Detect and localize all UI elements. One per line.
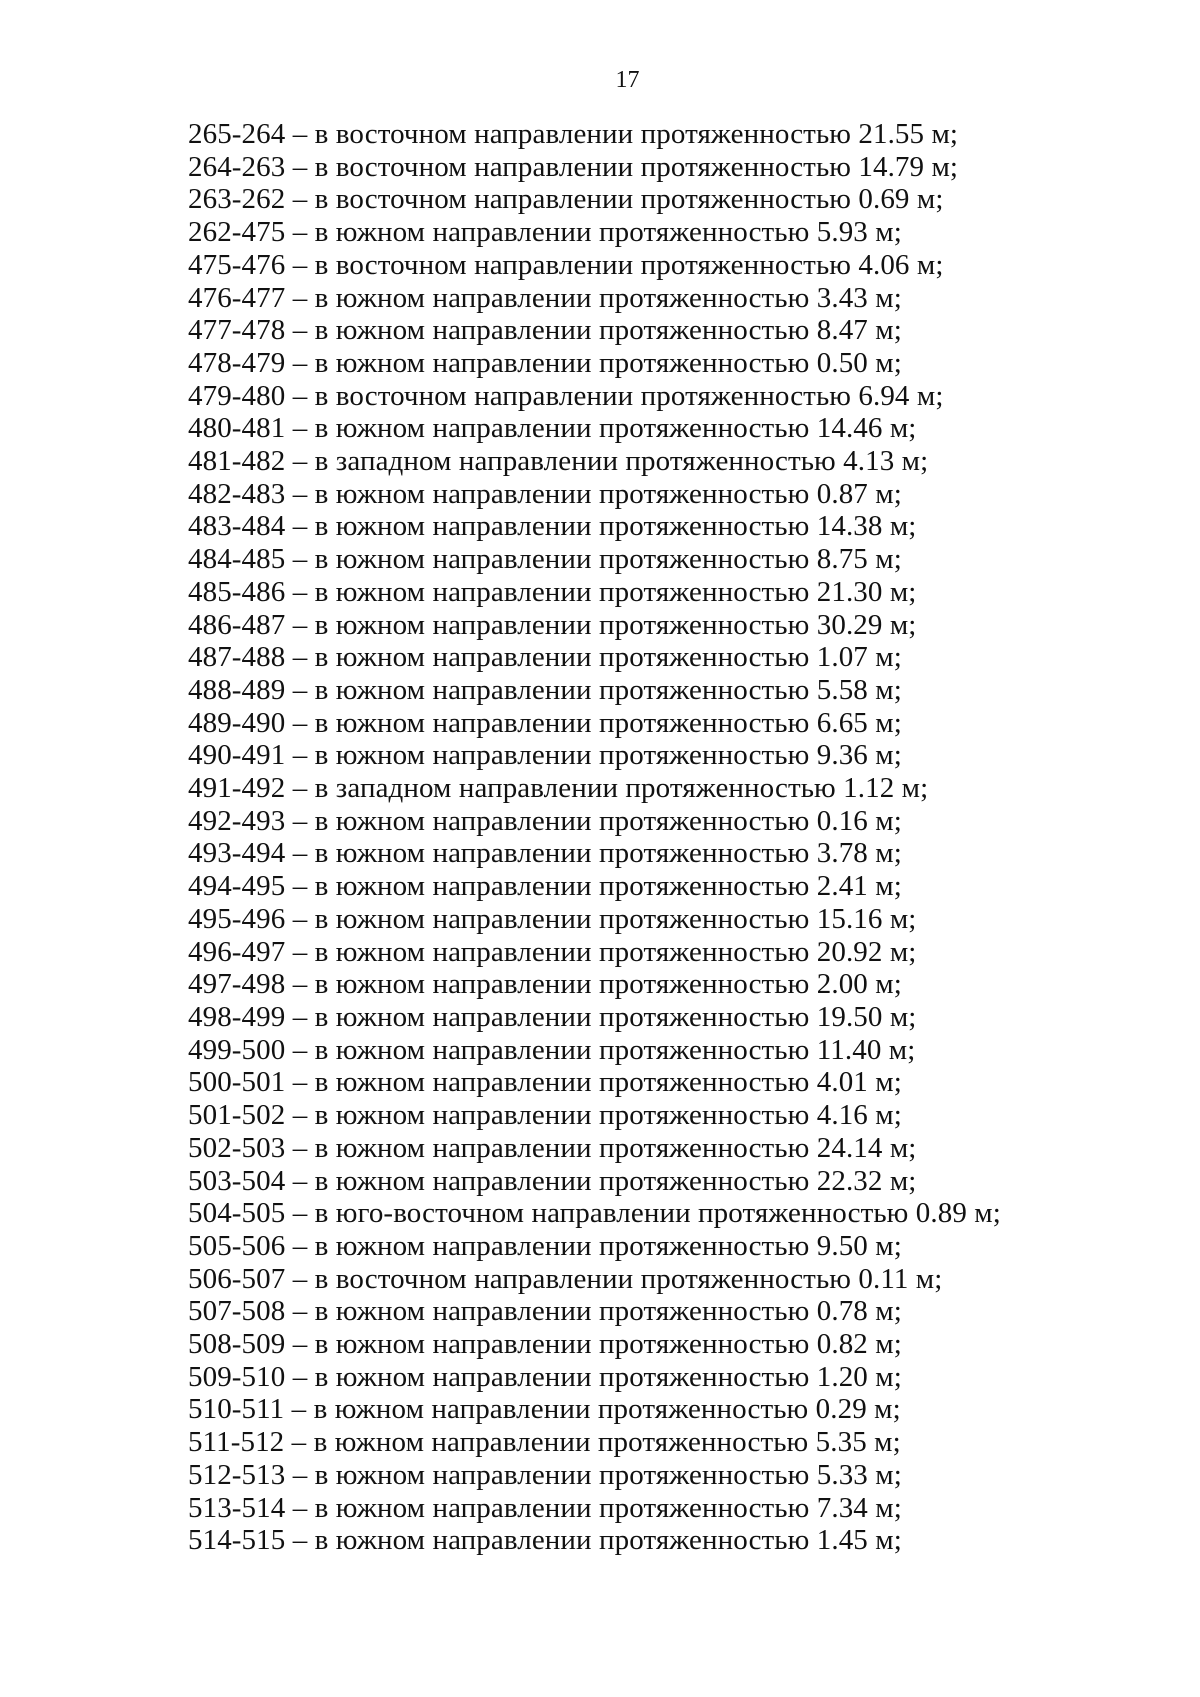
list-item: 503-504 – в южном направлении протяженностью 22.32 м; [188,1164,917,1197]
boundary-segment-list [188,118,1001,1557]
list-item: 504-505 – в юго-восточном направлении протяженностью 0.89 м; [188,1197,1001,1230]
list-item: 500-501 – в южном направлении протяженностью 4.01 м; [188,1066,902,1099]
list-item: 490-491 – в южном направлении протяженностью 9.36 м; [188,739,902,772]
list-item: 509-510 – в южном направлении протяженностью 1.20 м; [188,1360,902,1393]
list-item: 479-480 – в восточном направлении протяженностью 6.94 м; [188,379,944,412]
list-item: 489-490 – в южном направлении протяженностью 6.65 м; [188,706,902,739]
list-item: 498-499 – в южном направлении протяженностью 19.50 м; [188,1000,917,1033]
list-item: 476-477 – в южном направлении протяженностью 3.43 м; [188,281,902,314]
list-item: 475-476 – в восточном направлении протяженностью 4.06 м; [188,248,944,281]
list-item: 265-264 – в восточном направлении протяженностью 21.55 м; [188,118,959,150]
list-item: 495-496 – в южном направлении протяженностью 15.16 м; [188,902,917,935]
list-item: 501-502 – в южном направлении протяженностью 4.16 м; [188,1099,902,1132]
list-item: 494-495 – в южном направлении протяженностью 2.41 м; [188,870,902,903]
list-item: 486-487 – в южном направлении протяженностью 30.29 м; [188,608,917,641]
list-item: 514-515 – в южном направлении протяженностью 1.45 м; [188,1524,902,1557]
list-item: 496-497 – в южном направлении протяженностью 20.92 м; [188,935,917,968]
list-item: 264-263 – в восточном направлении протяженностью 14.79 м; [188,150,959,183]
list-item: 492-493 – в южном направлении протяженностью 0.16 м; [188,804,902,837]
list-item: 478-479 – в южном направлении протяженностью 0.50 м; [188,346,902,379]
list-item: 508-509 – в южном направлении протяженностью 0.82 м; [188,1328,902,1361]
list-item: 505-506 – в южном направлении протяженностью 9.50 м; [188,1229,902,1262]
list-item: 497-498 – в южном направлении протяженностью 2.00 м; [188,968,902,1001]
list-item: 506-507 – в восточном направлении протяженностью 0.11 м; [188,1262,943,1295]
list-item: 481-482 – в западном направлении протяженностью 4.13 м; [188,445,929,478]
page-number: 17 [615,67,640,93]
list-item: 499-500 – в южном направлении протяженностью 11.40 м; [188,1033,916,1066]
list-item: 263-262 – в восточном направлении протяженностью 0.69 м; [188,183,944,216]
list-item: 510-511 – в южном направлении протяженностью 0.29 м; [188,1393,901,1426]
list-item: 262-475 – в южном направлении протяженностью 5.93 м; [188,216,902,249]
list-item: 487-488 – в южном направлении протяженностью 1.07 м; [188,641,902,674]
list-item: 480-481 – в южном направлении протяженностью 14.46 м; [188,412,917,445]
list-item: 483-484 – в южном направлении протяженностью 14.38 м; [188,510,917,543]
list-item: 511-512 – в южном направлении протяженностью 5.35 м; [188,1426,901,1459]
list-item: 513-514 – в южном направлении протяженностью 7.34 м; [188,1491,902,1524]
list-item: 484-485 – в южном направлении протяженностью 8.75 м; [188,543,902,576]
list-item: 493-494 – в южном направлении протяженностью 3.78 м; [188,837,902,870]
list-item: 485-486 – в южном направлении протяженностью 21.30 м; [188,575,917,608]
list-item: 507-508 – в южном направлении протяженностью 0.78 м; [188,1295,902,1328]
list-item: 502-503 – в южном направлении протяженностью 24.14 м; [188,1131,917,1164]
list-item: 512-513 – в южном направлении протяженностью 5.33 м; [188,1458,902,1491]
list-item: 477-478 – в южном направлении протяженностью 8.47 м; [188,314,902,347]
list-item: 488-489 – в южном направлении протяженностью 5.58 м; [188,673,902,706]
list-item: 482-483 – в южном направлении протяженностью 0.87 м; [188,477,902,510]
list-item: 491-492 – в западном направлении протяженностью 1.12 м; [188,772,929,805]
